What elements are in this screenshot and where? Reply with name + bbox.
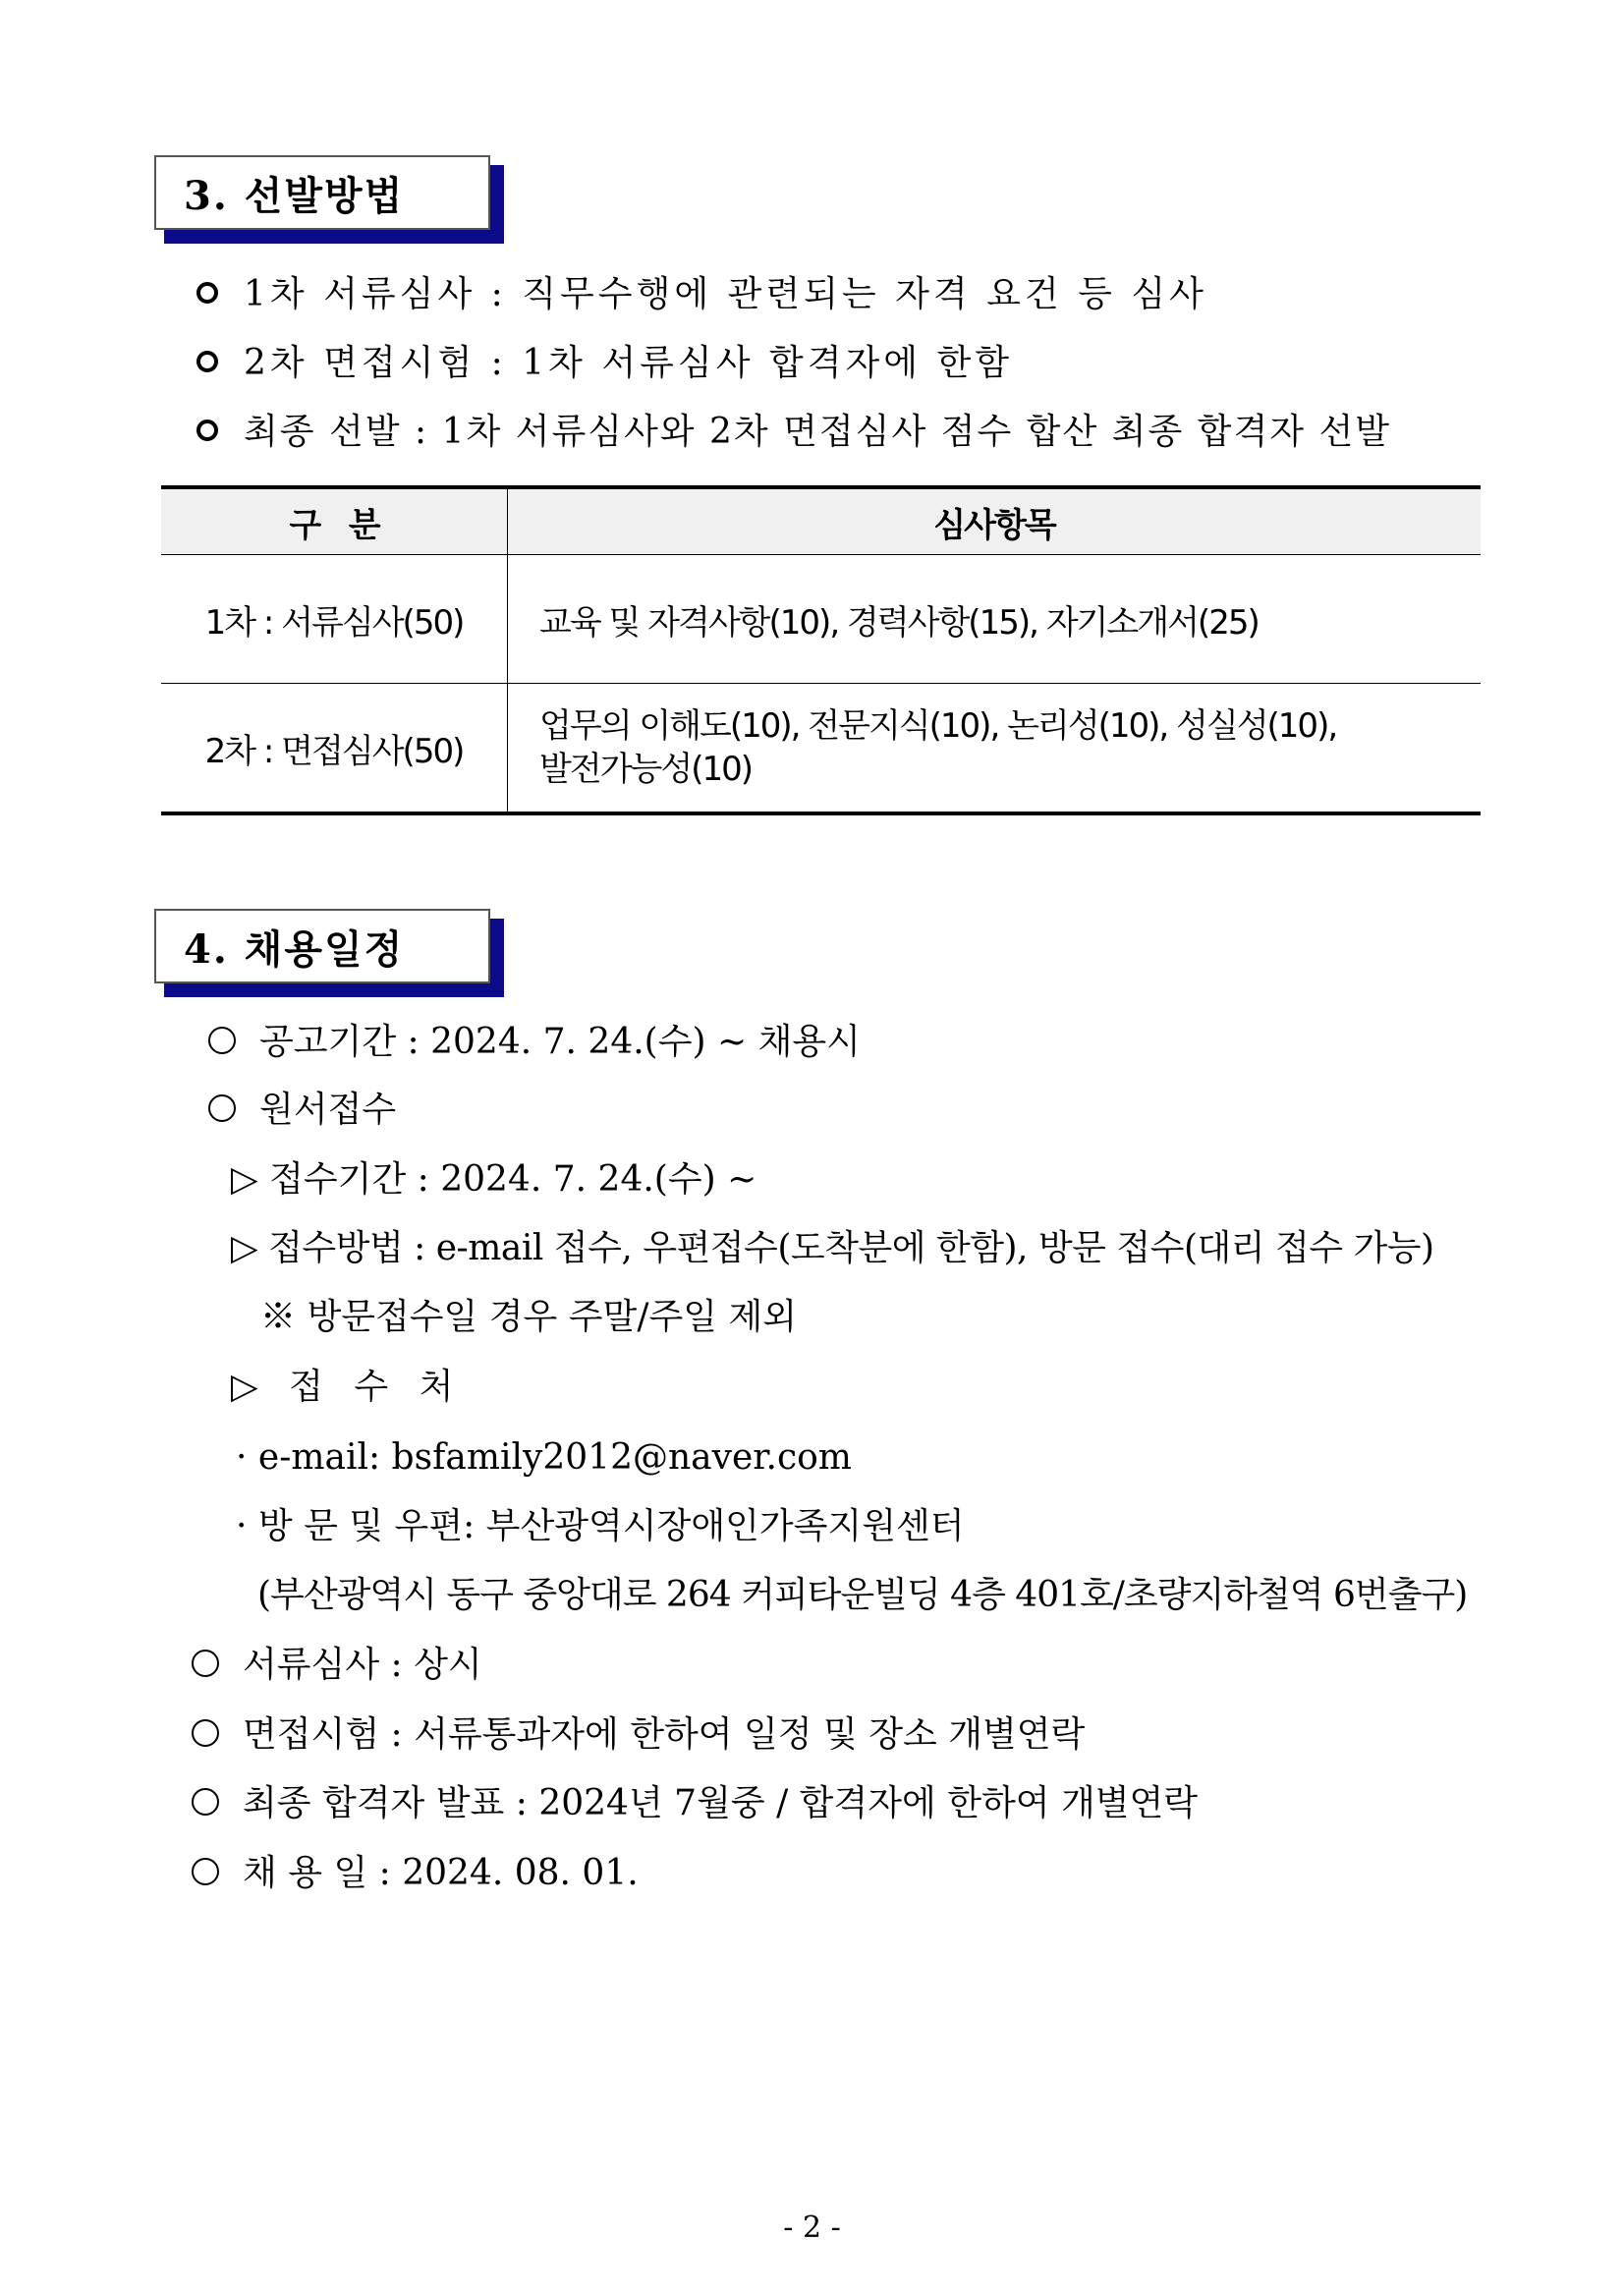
final-announce: [192, 1783, 1199, 1823]
section-4-title: 4. 채용일정: [154, 909, 490, 983]
header-category: 구 분: [161, 487, 508, 555]
row-content-line-2: 발전가능성(10): [539, 750, 753, 789]
section-4-heading: [154, 909, 494, 987]
hire-date-text: 채 용 일 : 2024. 08. 01.: [243, 1853, 639, 1893]
application: [208, 1092, 396, 1128]
notice-period-text: 공고기간 : 2024. 7. 24.(수) ~ 채용시: [259, 1022, 861, 1062]
visit-note: ※ 방문접수일 경우 주말/주일 제외: [260, 1297, 797, 1337]
interview-text: 면접시험 : 서류통과자에 한하여 일정 및 장소 개별연락: [243, 1714, 1086, 1755]
receipt-method: ▷ 접수방법 : e-mail 접수, 우편접수(도착분에 한함), 방문 접수(대리 접수 가능): [231, 1228, 1434, 1268]
selection-item-2: [196, 343, 1014, 383]
row-label: 2차 : 면접심사(50): [161, 684, 508, 814]
circle-bullet-icon: [192, 1788, 219, 1816]
row-content: 교육 및 자격사항(10), 경력사항(15), 자기소개서(25): [508, 555, 1482, 684]
receipt-place: ▷ 접 수 처: [231, 1367, 464, 1407]
evaluation-table: [161, 485, 1481, 815]
selection-item-1: [196, 274, 1207, 314]
receipt-period: ▷ 접수기간 : 2024. 7. 24.(수) ~: [231, 1159, 757, 1200]
circle-bullet-icon: [196, 282, 218, 304]
table-row: [161, 684, 1481, 814]
receipt-visit-post: · 방 문 및 우편: 부산광역시장애인가족지원센터: [236, 1506, 965, 1546]
header-items: 심사항목: [508, 487, 1482, 555]
page-number: - 2 -: [783, 2211, 841, 2245]
circle-bullet-icon: [208, 1027, 236, 1054]
receipt-address: (부산광역시 동구 중앙대로 264 커피타운빌딩 4층 401호/초량지하철역 6번출구): [257, 1575, 1468, 1615]
section-3-title: 3. 선발방법: [154, 155, 490, 230]
notice-period: [208, 1022, 861, 1062]
circle-bullet-icon: [196, 351, 218, 372]
row-content: [508, 684, 1482, 814]
circle-bullet-icon: [208, 1094, 236, 1122]
selection-item-text: 1차 서류심사 : 직무수행에 관련되는 자격 요건 등 심사: [244, 274, 1207, 314]
selection-item-text: 최종 선발 : 1차 서류심사와 2차 면접심사 점수 합산 최종 합격자 선발: [244, 412, 1391, 452]
selection-item-text: 2차 면접시험 : 1차 서류심사 합격자에 한함: [244, 343, 1014, 383]
receipt-email: · e-mail: bsfamily2012@naver.com: [236, 1437, 852, 1478]
circle-bullet-icon: [192, 1650, 219, 1677]
row-content-line-1: 업무의 이해도(10), 전문지식(10), 논리성(10), 성실성(10),: [539, 706, 1337, 746]
final-announce-text: 최종 합격자 발표 : 2024년 7월중 / 합격자에 한하여 개별연락: [243, 1783, 1199, 1823]
row-label: 1차 : 서류심사(50): [161, 555, 508, 684]
section-3-heading: [154, 155, 494, 234]
selection-item-3: [196, 412, 1391, 452]
document-review: [192, 1645, 482, 1685]
circle-bullet-icon: [192, 1858, 219, 1885]
table-header-row: [161, 487, 1481, 555]
circle-bullet-icon: [196, 420, 218, 441]
document-review-text: 서류심사 : 상시: [243, 1645, 482, 1685]
hire-date: [192, 1853, 639, 1893]
interview: [192, 1714, 1086, 1755]
circle-bullet-icon: [192, 1719, 219, 1747]
application-text: 원서접수: [259, 1090, 397, 1130]
table-row: [161, 555, 1481, 684]
